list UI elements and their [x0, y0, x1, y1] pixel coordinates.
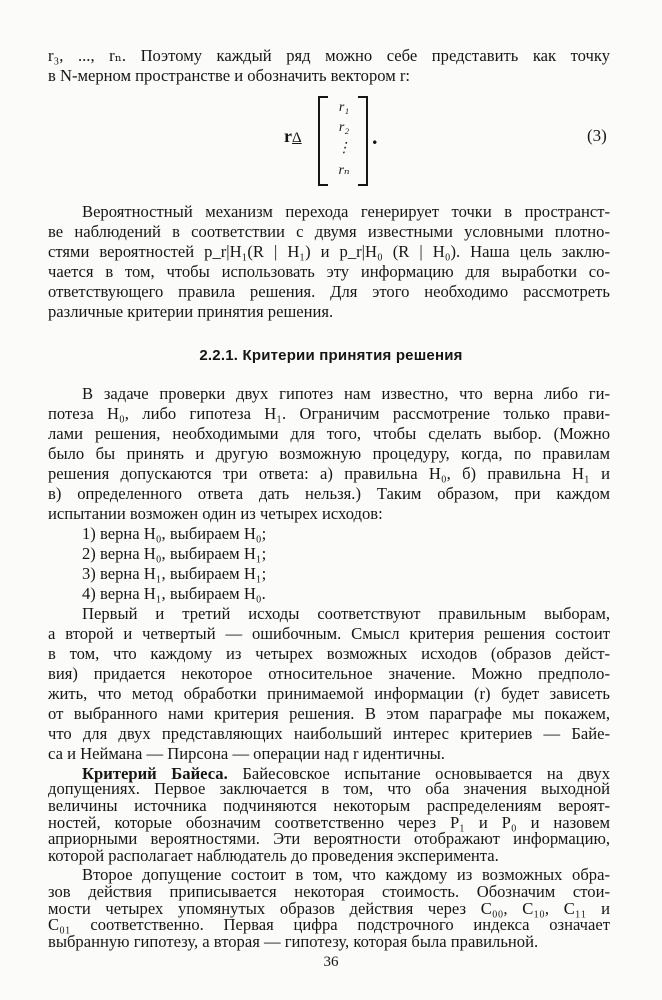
text-line: ностей, которые обозначим соответственно через P₁ и P₀ и назовем [48, 812, 610, 832]
equation-lhs: rΔ [284, 126, 302, 146]
vector-component: r₂ [338, 120, 350, 135]
right-bracket [358, 96, 368, 186]
text-line: стями вероятностей p_r|H₁(R | H₁) и p_r|H₀ (R | H₀). Наша цель заклю- [48, 242, 610, 261]
list-item: 4) верна H₁, выбираем H₀. [82, 584, 266, 603]
list-item: 3) верна H₁, выбираем H₁; [82, 564, 267, 583]
text-line: вия) придается некоторое относительное значение. Можно предполо- [48, 664, 610, 683]
text-line: допущениях. Первое заключается в том, что оба значения выходной [48, 779, 610, 798]
list-item: 2) верна H₀, выбираем H₁; [82, 544, 267, 563]
text-line: решения допускаются три ответа: а) правильна H₀, б) правильна H₁ и [48, 464, 610, 483]
text-line: ответствующего правила решения. Для этого необходимо рассмотреть [48, 282, 610, 301]
text-line: зов действия приписывается некоторая стоимость. Обозначим стои- [48, 881, 610, 901]
text-line: испытании возможен один из четырех исходов: [48, 504, 383, 523]
text-line: от выбранного нами критерия решения. В этом параграфе мы покажем, [48, 704, 610, 723]
text-line: в) определенного ответа дать нельзя.) Таким образом, при каждом [48, 484, 610, 503]
text-line: потеза H₀, либо гипотеза H₁. Ограничим рассмотрение только прави- [48, 404, 610, 423]
text-line: которой располагает наблюдатель до проведения эксперимента. [48, 846, 499, 866]
text-line: в N-мерном пространстве и обозначить вектором r: [48, 66, 411, 85]
text-line: C₀₁ соответственно. Первая цифра подстрочного индекса означает [48, 915, 610, 935]
vector-equation [280, 94, 400, 186]
text-line: Критерий Байеса. Байесовское испытание основывается на двух [82, 764, 610, 783]
text-line: в том, что каждому из четырех возможных исходов (образов дейст- [48, 644, 610, 663]
text-line: что для двух представляющих наибольший интерес критериев — Байе- [48, 724, 610, 743]
text-line: выбранную гипотезу, а вторая — гипотезу, которая была правильной. [48, 932, 539, 952]
list-item: 1) верна H₀, выбираем H₀; [82, 524, 267, 543]
text-line: чается в том, чтобы использовать эту информацию для выработки со- [48, 262, 610, 281]
text-line: Первый и третий исходы соответствуют правильным выборам, [82, 604, 610, 623]
text-line: Вероятностный механизм перехода генерирует точки в пространст- [82, 202, 610, 221]
vector-component: r₁ [338, 100, 350, 115]
text-line: мости четырех упомянутых образов действия через C₀₀, C₁₀, C₁₁ и [48, 898, 610, 918]
left-bracket [318, 96, 328, 186]
text-line: В задаче проверки двух гипотез нам известно, что верна либо ги- [82, 384, 610, 403]
text-line: величины источника подчиняются некоторым распределениям вероят- [48, 795, 610, 815]
text-line: ве наблюдений в соответствии с двумя известными условными плотно- [48, 222, 610, 241]
text-line: Второе допущение состоит в том, что каждому из возможных обра- [82, 865, 610, 884]
vector-component: ⋮ [337, 141, 351, 156]
vector-component: rₙ [338, 163, 350, 178]
text-line: было бы принять и другую возможную процедуру, когда, по правилам [48, 444, 610, 463]
text-line: а второй и четвертый — ошибочным. Смысл критерия решения состоит [48, 624, 610, 643]
text-line: са и Неймана — Пирсона — операции над r идентичны. [48, 744, 445, 763]
text-line: лами решения, необходимыми для того, чтобы сделать выбор. (Можно [48, 424, 610, 443]
page-number: 36 [323, 954, 339, 970]
text-line: априорными вероятностями. Эти вероятности отображают информацию, [48, 829, 610, 849]
text-line: жить, что метод обработки принимаемой информации (r) будет зависеть [48, 684, 610, 703]
equation-number: (3) [587, 126, 607, 145]
bayes-criterion-title: Критерий Байеса. [82, 764, 228, 783]
text-line: r₃, ..., rₙ. Поэтому каждый ряд можно себе представить как точку [48, 46, 610, 65]
text-line: различные критерии принятия решения. [48, 302, 334, 321]
section-heading: 2.2.1. Критерии принятия решения [199, 347, 463, 364]
equation-terminator: . [372, 124, 378, 149]
